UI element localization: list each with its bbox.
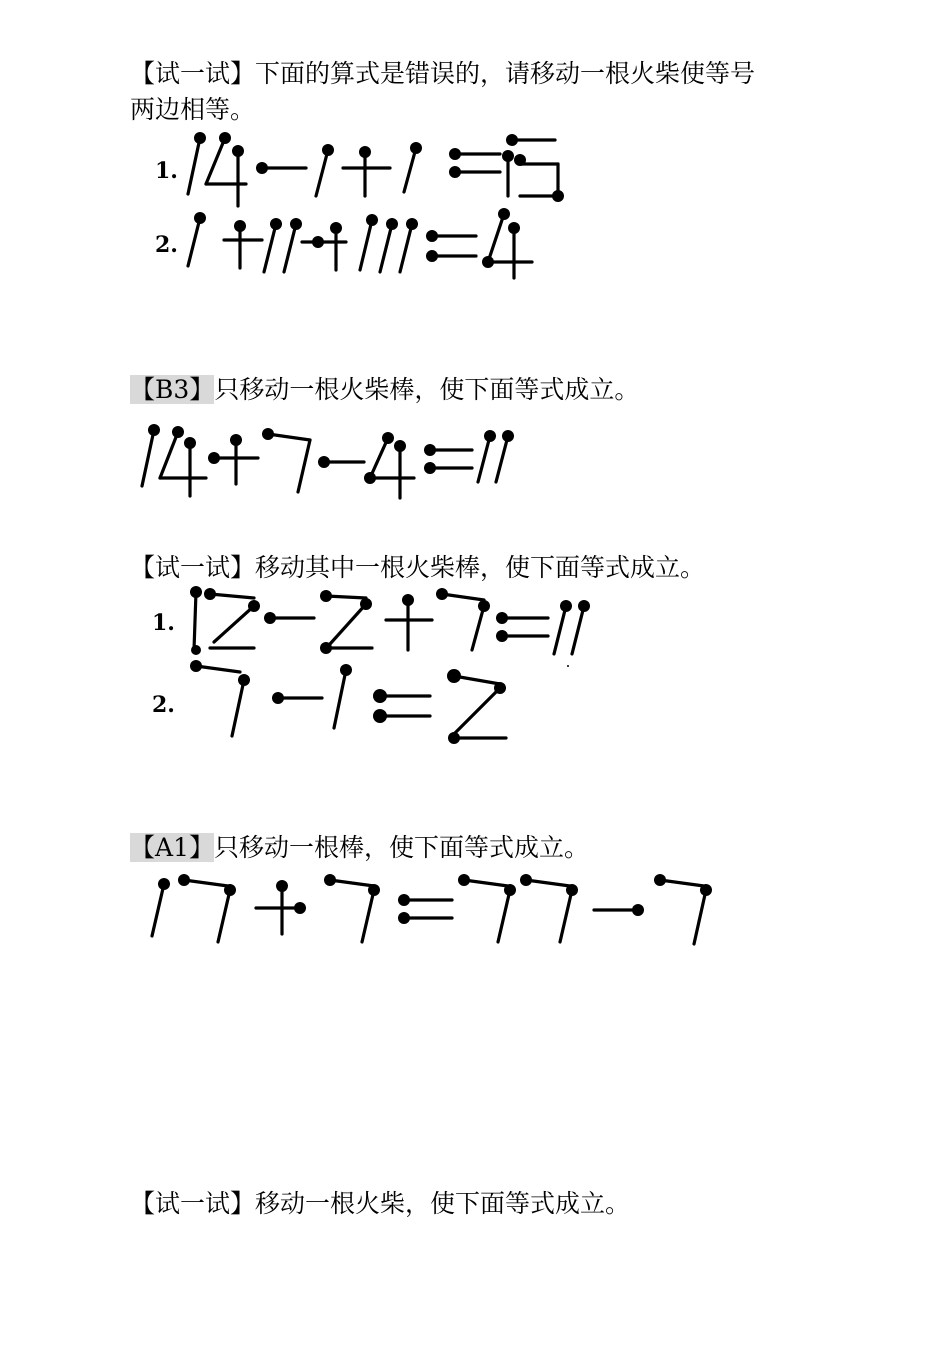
section-instruction: 移动一根火柴，使下面等式成立。 [255,1189,631,1218]
section-title: 试一试 [155,1189,231,1218]
bracket-close: 】 [230,59,256,88]
section-3-heading: 【试一试】移动其中一根火柴棒，使下面等式成立。 [130,553,706,582]
item-number: 1. [152,610,175,636]
section-instruction-continued: 两边相等。 [130,95,256,124]
item-number: 1. [155,158,178,184]
section-instruction: 只移动一根棒，使下面等式成立。 [214,833,590,862]
section-title: 试一试 [155,553,231,582]
item-number: 2. [155,232,178,258]
item-number: 2. [152,692,175,718]
section-instruction: 下面的算式是错误的，请移动一根火柴使等号 [255,59,756,88]
section-instruction: 移动其中一根火柴棒，使下面等式成立。 [255,553,706,582]
problem-tag: 【A1】 [130,833,214,862]
problem-tag: 【B3】 [130,375,215,404]
section-5-heading: 【试一试】移动一根火柴，使下面等式成立。 [130,1189,631,1218]
section-instruction: 只移动一根火柴棒，使下面等式成立。 [214,375,640,404]
section-title: 试一试 [155,59,231,88]
bracket-open: 【 [130,59,156,88]
